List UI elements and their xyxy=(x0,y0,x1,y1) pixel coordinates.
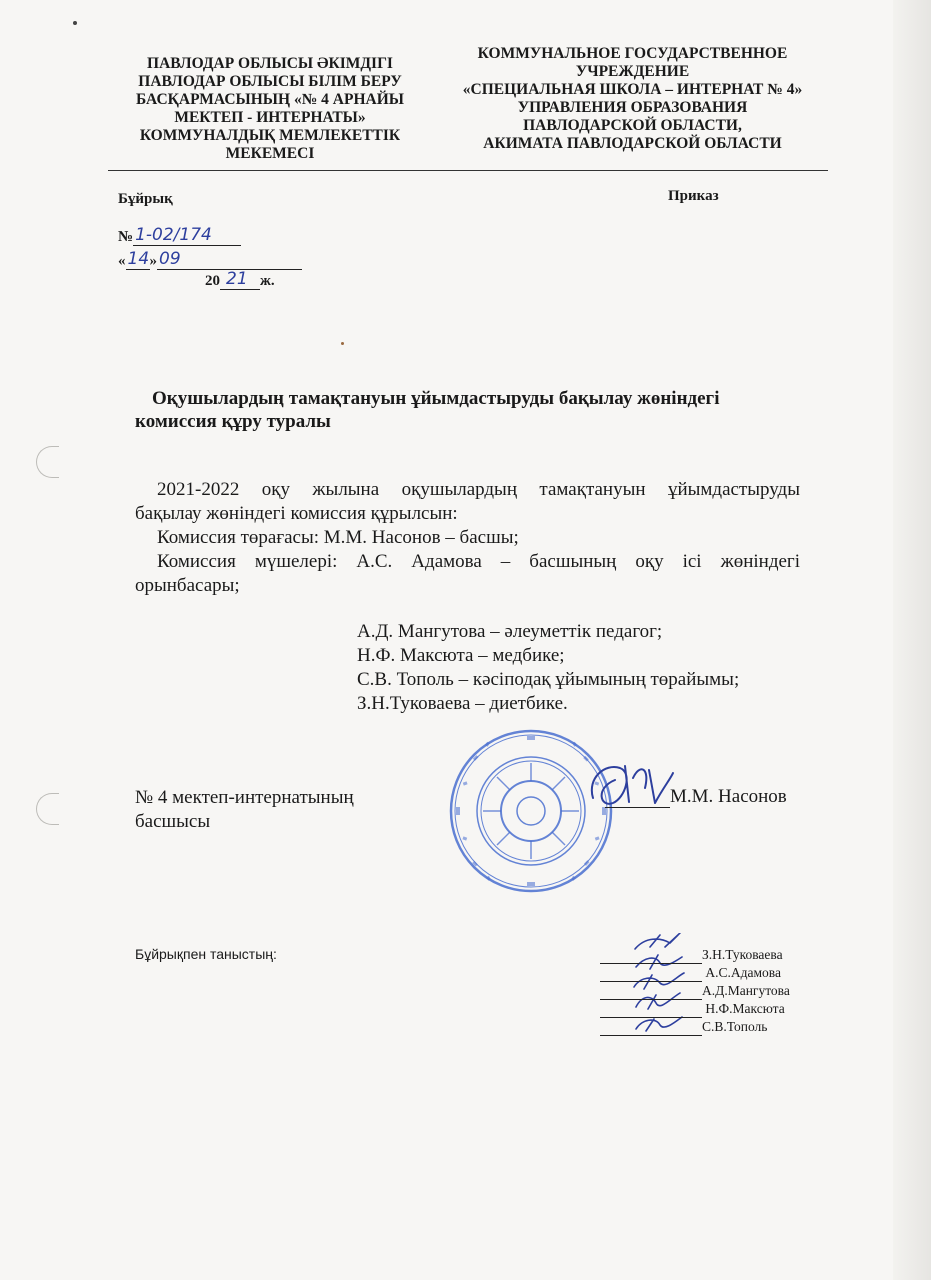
year-field xyxy=(220,269,260,290)
acknowledgement-label: Бұйрықпен таныстың: xyxy=(135,946,277,962)
signatory-name-row xyxy=(605,786,787,808)
ack-signature-line xyxy=(600,966,702,982)
paragraph-members-a: Комиссия мүшелері: А.С. Адамова – басшының оқу ісі жөніндегі xyxy=(157,551,800,572)
ack-name: С.В.Тополь xyxy=(702,1019,768,1034)
scan-edge xyxy=(893,0,931,1280)
date-quote-open: « xyxy=(118,253,126,269)
day-field xyxy=(126,249,150,270)
punch-hole xyxy=(36,793,59,825)
document-body xyxy=(135,478,800,598)
ack-signature-line xyxy=(600,948,702,964)
header-ru-line: КОММУНАЛЬНОЕ ГОСУДАРСТВЕННОЕ xyxy=(477,45,788,62)
signatory-name: М.М. Насонов xyxy=(670,786,787,807)
acknowledgement-row xyxy=(600,964,790,982)
header-kz-line: БАСҚАРМАСЫНЫҢ «№ 4 АРНАЙЫ xyxy=(136,91,404,108)
number-handwritten: 1-02/174 xyxy=(135,225,212,245)
header-ru-line: ПАВЛОДАРСКОЙ ОБЛАСТИ, xyxy=(523,117,742,134)
punch-hole xyxy=(36,446,59,478)
doc-type-kz: Бұйрық xyxy=(118,191,173,207)
day-handwritten: 14 xyxy=(127,249,150,269)
header-ru-line: УПРАВЛЕНИЯ ОБРАЗОВАНИЯ xyxy=(517,99,748,116)
position-line-1: № 4 мектеп-интернатының xyxy=(135,787,354,808)
month-field xyxy=(157,249,302,270)
header-rule xyxy=(108,170,828,171)
acknowledgement-row xyxy=(600,1018,790,1036)
scan-speck xyxy=(341,342,344,345)
paragraph-1a: 2021-2022 оқу жылына оқушылардың тамақтануын ұйымдастыруды xyxy=(157,479,800,500)
header-kz-line: ПАВЛОДАР ОБЛЫСЫ БІЛІМ БЕРУ xyxy=(138,73,402,90)
header-kz-line: МЕКЕМЕСІ xyxy=(225,145,315,162)
header-kz xyxy=(105,55,435,163)
header-kz-line: КОММУНАЛДЫҚ МЕМЛЕКЕТТІК xyxy=(139,127,401,144)
order-year-row xyxy=(205,269,275,290)
member-item: З.Н.Туковаева – диетбике. xyxy=(357,693,568,714)
month-handwritten: 09 xyxy=(159,249,181,269)
ack-name: Н.Ф.Максюта xyxy=(705,1001,785,1016)
title-line-2: комиссия құру туралы xyxy=(135,411,331,432)
order-date-row xyxy=(118,249,302,270)
member-item: С.В. Тополь – кәсіподақ ұйымының төрайымы; xyxy=(357,669,740,690)
title-line-1: Оқушылардың тамақтануын ұйымдастыруды бақылау жөніндегі xyxy=(152,388,720,409)
doc-type-ru: Приказ xyxy=(668,188,719,204)
member-item: А.Д. Мангутова – әлеуметтік педагог; xyxy=(357,621,663,642)
ack-name: А.Д.Мангутова xyxy=(702,983,790,998)
paragraph-chair: Комиссия төрағасы: М.М. Насонов – басшы; xyxy=(157,527,519,548)
year-handwritten: 21 xyxy=(226,269,248,289)
member-item: Н.Ф. Максюта – медбике; xyxy=(357,645,565,666)
header-kz-line: МЕКТЕП - ИНТЕРНАТЫ» xyxy=(174,109,366,126)
members-list xyxy=(357,620,739,716)
scan-speck xyxy=(73,21,77,25)
header-ru-line: АКИМАТА ПАВЛОДАРСКОЙ ОБЛАСТИ xyxy=(483,135,782,152)
date-quote-close: » xyxy=(149,253,157,269)
header-ru-line: «СПЕЦИАЛЬНАЯ ШКОЛА – ИНТЕРНАТ № 4» xyxy=(462,81,803,98)
paragraph-members-b: орынбасары; xyxy=(135,575,240,596)
ack-signature-line xyxy=(600,1002,702,1018)
order-number-row xyxy=(118,225,241,246)
ack-signature-line xyxy=(600,1020,702,1036)
signature-line xyxy=(605,787,670,808)
number-label: № xyxy=(118,229,134,245)
acknowledgement-list xyxy=(600,946,790,1036)
acknowledgement-row xyxy=(600,982,790,1000)
ack-name: А.С.Адамова xyxy=(705,965,781,980)
acknowledgement-row xyxy=(600,946,790,964)
position-line-2: басшысы xyxy=(135,811,211,832)
number-field xyxy=(133,225,241,246)
acknowledgement-row xyxy=(600,1000,790,1018)
year-prefix: 20 xyxy=(205,273,220,289)
header-kz-line: ПАВЛОДАР ОБЛЫСЫ ӘКІМДІГІ xyxy=(147,55,393,72)
signatory-position xyxy=(135,786,354,834)
header-ru-line: УЧРЕЖДЕНИЕ xyxy=(575,63,690,80)
document-title xyxy=(135,387,785,433)
header-ru xyxy=(435,45,830,153)
ack-signature-line xyxy=(600,984,702,1000)
paragraph-1b: бақылау жөніндегі комиссия құрылсын: xyxy=(135,503,458,524)
year-suffix: ж. xyxy=(260,273,275,289)
ack-name: З.Н.Туковаева xyxy=(702,947,783,962)
